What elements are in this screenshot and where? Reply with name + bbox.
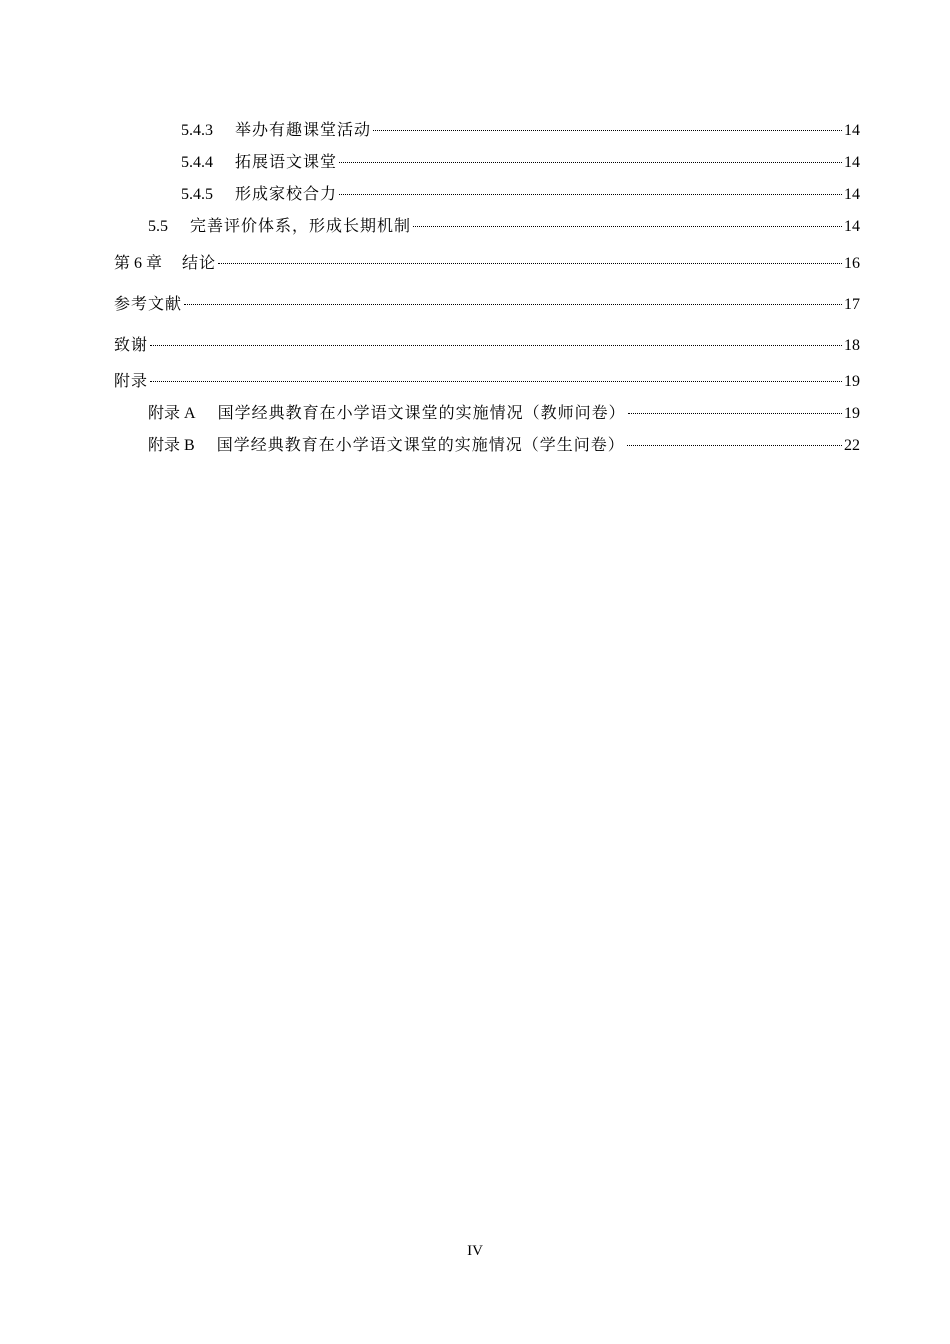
toc-entry-title: 结论 (182, 253, 217, 272)
toc-entry-page: 18 (844, 337, 860, 354)
toc-entry-page: 14 (844, 122, 860, 139)
toc-entry-appendix-a[interactable] (114, 397, 860, 429)
toc-entry-page: 14 (844, 218, 860, 235)
toc-entry-acknowledgements[interactable] (114, 324, 860, 365)
dot-leader (150, 345, 842, 346)
toc-entry-references[interactable] (114, 283, 860, 324)
toc-entry-title: 参考文献 (114, 294, 183, 313)
toc-entry-title: 举办有趣课堂活动 (235, 120, 372, 139)
toc-entry-number: 附录 B (148, 437, 195, 454)
dot-leader (339, 162, 842, 163)
toc-entry-title: 国学经典教育在小学语文课堂的实施情况（教师问卷） (217, 403, 626, 422)
dot-leader (184, 304, 842, 305)
toc-entry-number: 第 6 章 (114, 255, 163, 272)
toc-entry-page: 19 (844, 373, 860, 390)
toc-entry-appendix[interactable] (114, 365, 860, 397)
dot-leader (413, 226, 842, 227)
toc-entry-title: 附录 (114, 371, 149, 390)
toc-entry-page: 19 (844, 405, 860, 422)
dot-leader (150, 381, 842, 382)
toc-entry-5-4-4[interactable] (114, 146, 860, 178)
toc-entry-5-4-5[interactable] (114, 178, 860, 210)
toc-entry-chapter-6[interactable] (114, 242, 860, 283)
toc-entry-number: 5.4.3 (181, 122, 213, 139)
toc-entry-title: 致谢 (114, 335, 149, 354)
toc-entry-title: 国学经典教育在小学语文课堂的实施情况（学生问卷） (216, 435, 625, 454)
toc-entry-number: 附录 A (148, 405, 196, 422)
toc-entry-number: 5.5 (148, 218, 168, 235)
page-number: IV (467, 1243, 483, 1259)
toc-entry-page: 17 (844, 296, 860, 313)
toc-entry-5-4-3[interactable] (114, 114, 860, 146)
toc-entry-number: 5.4.5 (181, 186, 213, 203)
dot-leader (339, 194, 842, 195)
toc-entry-page: 22 (844, 437, 860, 454)
toc-entry-page: 16 (844, 255, 860, 272)
toc-entry-title: 拓展语文课堂 (235, 152, 338, 171)
dot-leader (628, 413, 842, 414)
dot-leader (627, 445, 842, 446)
toc-entry-page: 14 (844, 186, 860, 203)
toc-entry-page: 14 (844, 154, 860, 171)
toc-entry-5-5[interactable] (114, 210, 860, 242)
toc-entry-title: 完善评价体系，形成长期机制 (190, 216, 412, 235)
dot-leader (373, 130, 842, 131)
dot-leader (218, 263, 842, 264)
table-of-contents (114, 114, 860, 461)
toc-entry-number: 5.4.4 (181, 154, 213, 171)
toc-entry-appendix-b[interactable] (114, 429, 860, 461)
toc-entry-title: 形成家校合力 (235, 184, 338, 203)
